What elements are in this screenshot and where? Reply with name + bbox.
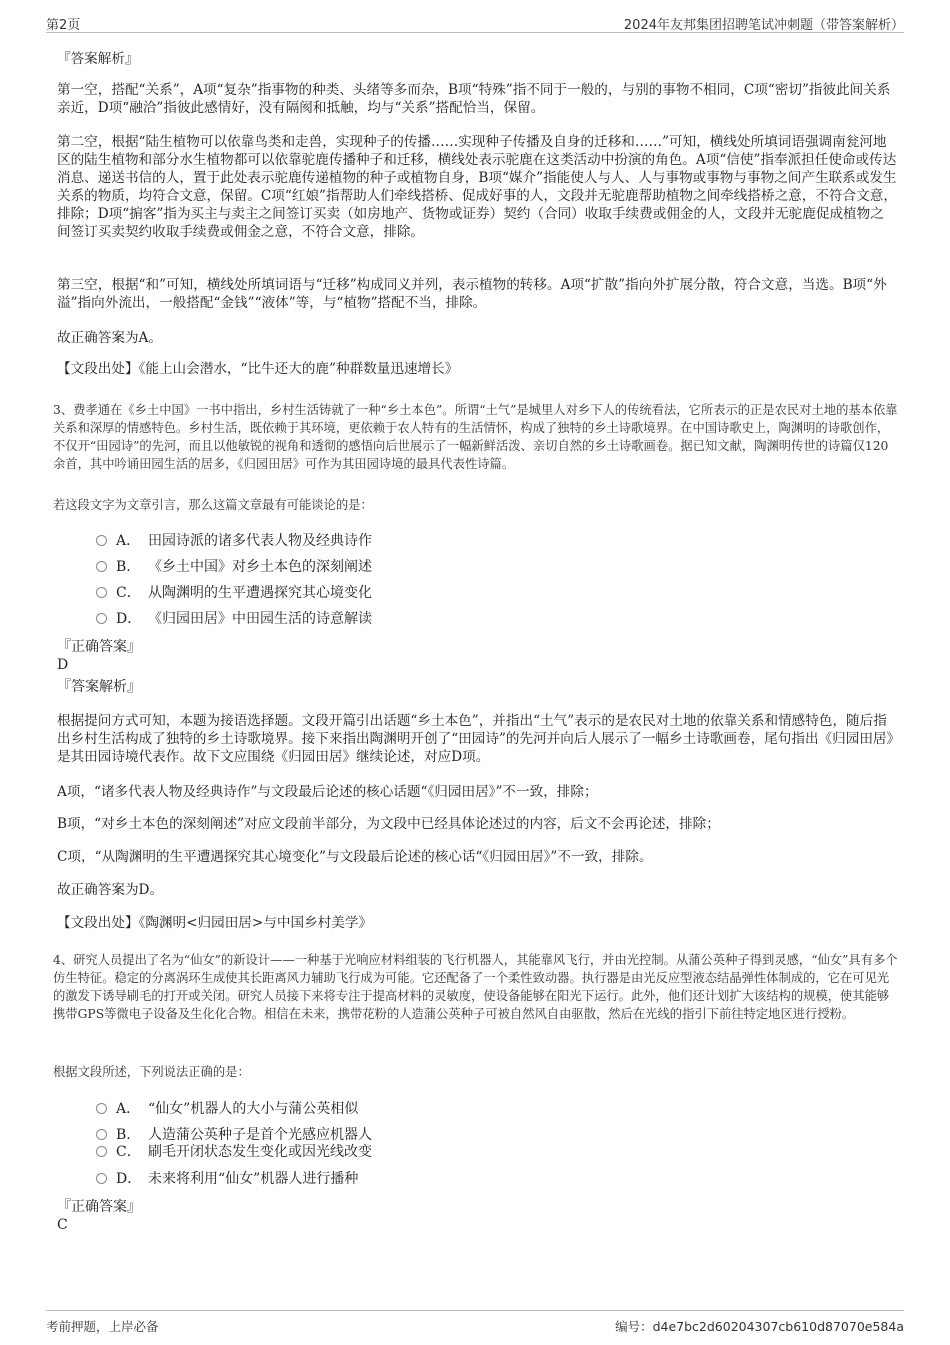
q3-option-d[interactable]: [96, 610, 372, 628]
option-text: 田园诗派的诸多代表人物及经典诗作: [148, 533, 372, 549]
radio-icon[interactable]: [96, 613, 107, 624]
q2-analysis-label: 『答案解析』: [57, 51, 139, 67]
q4-option-c[interactable]: [96, 1143, 372, 1161]
radio-icon[interactable]: [96, 535, 107, 546]
q3-answer-label: 『正确答案』: [57, 639, 141, 655]
q2-analysis-paragraph-2: 第二空，根据“陆生植物可以依靠鸟类和走兽，实现种子的传播……实现种子传播及自身的迁移和……”可知，横线处所填词语强调南瓮河地区的陆生植物和部分水生植物都可以依靠驼鹿传播种子和迁移，横线处表示驼鹿在这类活动中扮演的角色。A项“信使”指奉派担任使命或传达消息、递送书信的人，置于此处表示驼鹿传递植物的种子或植物自身，B项“媒介”指能使人与人、人与事物或事物与事物之间产生联系或发生关系的物质，均符合文意，保留。C项“红娘”指帮助人们牵线搭桥、促成好事的人，文段并无驼鹿帮助植物之间牵线搭桥之意，不符合文意，排除；D项“掮客”指为买主与卖主之间签订买卖（如房地产、货物或证券）契约（合同）收取手续费或佣金的人，文段并无驼鹿促成植物之间签订买卖契约收取手续费或佣金之意，不符合文意，排除。: [57, 134, 897, 240]
radio-icon[interactable]: [96, 561, 107, 572]
page-footer: [46, 1310, 904, 1337]
option-text: 从陶渊明的生平遭遇探究其心境变化: [148, 585, 372, 601]
option-text: “仙女”机器人的大小与蒲公英相似: [148, 1101, 359, 1117]
q3-analysis-paragraph-1: 根据提问方式可知，本题为接语选择题。文段开篇引出话题“乡土本色”，并指出“土气”表示的是农民对土地的依靠关系和情感特色，随后指出乡村生活构成了独特的乡土诗歌境界。接下来指出陶渊明开创了“田园诗”的先河并向后人展示了一幅乡土诗歌画卷，尾句指出《归园田居》是其田园诗境代表作。故下文应围绕《归园田居》继续论述，对应D项。: [57, 713, 894, 765]
q3-option-a[interactable]: [96, 532, 372, 550]
q3-source: 【文段出处】《陶渊明<归园田居>与中国乡村美学》: [57, 915, 373, 931]
q3-stem: 3、费孝通在《乡土中国》一书中指出，乡村生活铸就了一种“乡土本色”。所谓“土气”是城里人对乡下人的传统看法，它所表示的正是农民对土地的基本依靠关系和深厚的情感特色。乡村生活，既依赖于其环境，更依赖于农人特有的生活情怀，构成了独特的乡土诗歌境界。在中国诗歌史上，陶渊明的诗歌创作，不仅开“田园诗”的先河，而且以他敏锐的视角和透彻的感悟向后世展示了一幅新鲜活泼、亲切自然的乡土诗歌画卷。据已知文献，陶渊明传世的诗篇仅120余首，其中吟诵田园生活的居多，《归园田居》可作为其田园诗境的最具代表性诗篇。: [53, 403, 898, 471]
q4-answer: C: [57, 1217, 68, 1233]
q2-analysis-paragraph-3: 第三空，根据“和”可知，横线处所填词语与“迁移”构成同义并列，表示植物的转移。A项“扩散”指向外扩展分散，符合文意，当选。B项“外溢”指向外流出，一般搭配“金钱”“液体”等，与“植物”搭配不当，排除。: [57, 277, 887, 311]
radio-icon[interactable]: [96, 1103, 107, 1114]
q3-analysis-label: 『答案解析』: [57, 679, 141, 695]
q3-prompt: 若这段文字为文章引言，那么这篇文章最有可能谈论的是：: [53, 498, 373, 512]
page-number: 第2页: [46, 18, 81, 33]
option-letter: D．: [116, 611, 142, 627]
radio-icon[interactable]: [96, 1173, 107, 1184]
q3-answer: D: [57, 657, 69, 673]
radio-icon[interactable]: [96, 587, 107, 598]
radio-icon[interactable]: [96, 1146, 107, 1157]
q2-source: 【文段出处】《能上山会潜水，“比牛还大的鹿”种群数量迅速增长》: [57, 361, 459, 377]
option-text: 《乡土中国》对乡土本色的深刻阐述: [148, 559, 372, 575]
option-letter: C．: [116, 1144, 141, 1160]
option-letter: A．: [116, 533, 141, 549]
q2-analysis-paragraph-1: 第一空，搭配“关系”，A项“复杂”指事物的种类、头绪等多而杂，B项“特殊”指不同于一般的，与别的事物不相同，C项“密切”指彼此间关系亲近，D项“融洽”指彼此感情好，没有隔阂和抵触，均与“关系”搭配恰当，保留。: [57, 82, 891, 116]
radio-icon[interactable]: [96, 1129, 107, 1140]
q4-option-a[interactable]: [96, 1100, 358, 1118]
q4-prompt: 根据文段所述，下列说法正确的是：: [53, 1065, 250, 1079]
q4-answer-label: 『正确答案』: [57, 1199, 141, 1215]
q3-conclusion: 故正确答案为D。: [57, 882, 164, 898]
q3-analysis-paragraph-2: A项，“诸多代表人物及经典诗作”与文段最后论述的核心话题“《归园田居》”不一致，排除；: [57, 784, 598, 800]
document-title: 2024年友邦集团招聘笔试冲刺题（带答案解析）: [623, 18, 904, 33]
q3-analysis-paragraph-4: C项，“从陶渊明的生平遭遇探究其心境变化”与文段最后论述的核心话“《归园田居》”不一致，排除。: [57, 849, 653, 865]
q3-option-b[interactable]: [96, 558, 372, 576]
option-text: 人造蒲公英种子是首个光感应机器人: [148, 1127, 372, 1143]
q2-conclusion: 故正确答案为A。: [57, 330, 162, 346]
q4-stem: 4、研究人员提出了名为“仙女”的新设计——一种基于光响应材料组装的飞行机器人，其能靠风飞行，并由光控制。从蒲公英种子得到灵感，“仙女”具有多个仿生特征。稳定的分离涡环生成使其长距离风力辅助飞行成为可能。它还配备了一个柔性致动器。执行器是由光反应型液态结晶弹性体制成的，它在可见光的激发下诱导刷毛的打开或关闭。研究人员接下来将专注于提高材料的灵敏度，使设备能够在阳光下运行。此外，他们还计划扩大该结构的规模，使其能够携带GPS等微电子设备及生化化合物。相信在未来，携带花粉的人造蒲公英种子可被自然风自由驱散，然后在光线的指引下前往特定地区进行授粉。: [53, 953, 898, 1021]
q3-option-c[interactable]: [96, 584, 372, 602]
option-letter: B.: [116, 559, 131, 575]
option-letter: A．: [116, 1101, 141, 1117]
footer-slogan: 考前押题，上岸必备: [46, 1319, 159, 1334]
option-letter: C．: [116, 585, 141, 601]
q4-option-d[interactable]: [96, 1170, 358, 1188]
option-text: 《归园田居》中田园生活的诗意解读: [148, 611, 372, 627]
option-text: 未来将利用“仙女”机器人进行播种: [148, 1171, 359, 1187]
option-text: 刷毛开闭状态发生变化或因光线改变: [148, 1144, 372, 1160]
option-letter: D．: [116, 1171, 142, 1187]
q4-option-b[interactable]: [96, 1126, 372, 1144]
option-letter: B.: [116, 1127, 131, 1143]
q3-analysis-paragraph-3: B项，“对乡土本色的深刻阐述”对应文段前半部分，为文段中已经具体论述过的内容，后文不会再论述，排除；: [57, 816, 720, 832]
page-header: [46, 10, 904, 33]
document-id: 编号：d4e7bc2d60204307cb610d87070e584a: [615, 1319, 904, 1334]
